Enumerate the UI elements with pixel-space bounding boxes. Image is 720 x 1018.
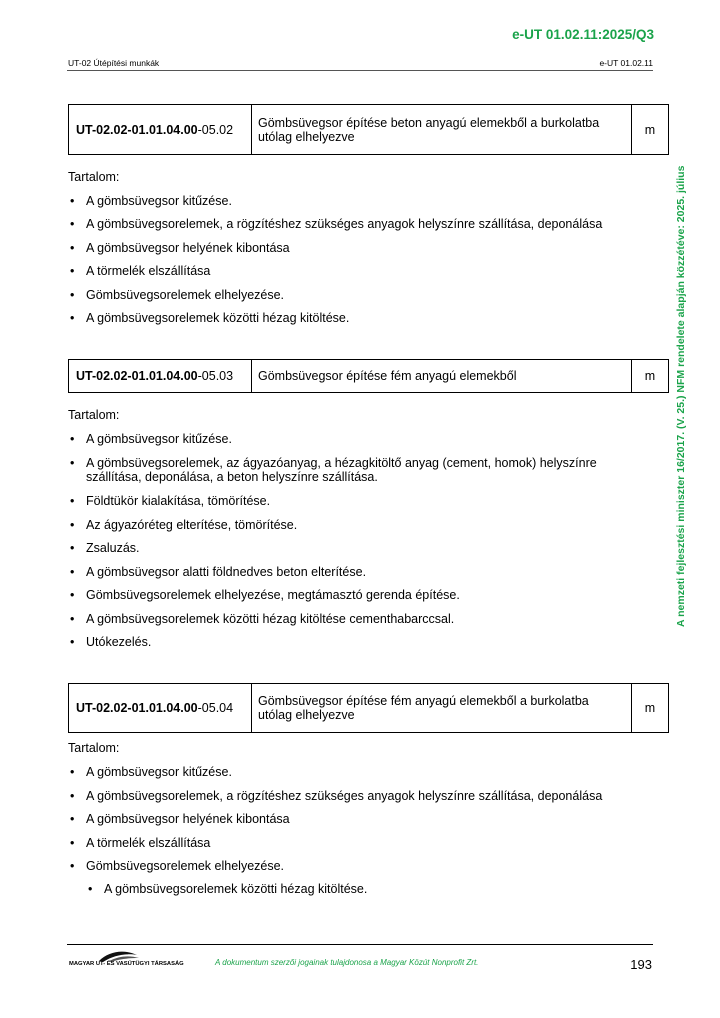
bullet-icon: • [70,217,75,231]
content-label: Tartalom: [68,170,120,184]
document-code: e-UT 01.02.11:2025/Q3 [512,27,654,42]
bullet-icon: • [70,456,75,470]
list-item: • Földtükör kialakítása, tömörítése. [70,494,271,508]
item-code-suffix: -05.02 [197,122,234,137]
item-description: Gömbsüvegsor építése fém anyagú elemekből [252,360,632,392]
bullet-icon: • [70,241,75,255]
header-doc-id: e-UT 01.02.11 [599,58,653,68]
bullet-icon: • [70,765,75,779]
item-table-05-03 [68,359,669,393]
list-item: • A gömbsüvegsorelemek, az ágyazóanyag, a hézagkitöltő anyag (cement, homok) helyszínre szállítása, deponálása, a beton helyszínre szállítása. [70,456,597,484]
list-item: • A gömbsüvegsor kitűzése. [70,194,232,208]
bullet-icon: • [70,565,75,579]
item-code-main: UT-02.02-01.01.04.00 [76,701,198,715]
list-item: • A gömbsüvegsor helyének kibontása [70,241,290,255]
bullet-icon: • [70,194,75,208]
item-unit: m [644,701,656,715]
list-item: • A gömbsüvegsor kitűzése. [70,432,232,446]
bullet-icon: • [70,859,75,873]
item-table-05-04 [68,683,669,733]
bullet-icon: • [70,518,75,532]
bullet-icon: • [70,432,75,446]
item-description: Gömbsüvegsor építése beton anyagú elemekből a burkolatba utólag elhelyezve [252,105,632,154]
list-item: • A gömbsüvegsorelemek, a rögzítéshez szükséges anyagok helyszínre szállítása, deponálása [70,217,603,231]
bullet-icon: • [70,588,75,602]
item-code [69,684,252,732]
item-unit: m [644,122,656,137]
list-item: • Zsaluzás. [70,541,140,555]
bullet-icon: • [70,812,75,826]
item-code [69,360,252,392]
list-item: • A gömbsüvegsorelemek közötti hézag kitöltése. [88,882,368,896]
bullet-icon: • [70,541,75,555]
item-code [69,105,252,154]
bullet-icon: • [88,882,93,896]
list-item: • Az ágyazóréteg elterítése, tömörítése. [70,518,298,532]
bullet-icon: • [70,288,75,302]
bullet-icon: • [70,635,75,649]
header-chapter: UT-02 Útépítési munkák [68,58,160,68]
bullet-icon: • [70,494,75,508]
list-item: • Gömbsüvegsorelemek elhelyezése, megtámasztó gerenda építése. [70,588,460,602]
item-description: Gömbsüvegsor építése fém anyagú elemekből a burkolatba utólag elhelyezve [252,684,632,732]
bullet-icon: • [70,789,75,803]
list-item: • A törmelék elszállítása [70,264,211,278]
copyright-notice: A dokumentum szerzői jogainak tulajdonosa a Magyar Közút Nonprofit Zrt. [215,958,479,967]
item-code-suffix: -05.04 [197,701,234,715]
bullet-icon: • [70,836,75,850]
list-item: • Gömbsüvegsorelemek elhelyezése. [70,288,285,302]
list-item: • A gömbsüvegsorelemek közötti hézag kitöltése. [70,311,350,325]
item-table-05-02 [68,104,669,155]
list-item: • A gömbsüvegsor alatti földnedves beton elterítése. [70,565,367,579]
bullet-icon: • [70,311,75,325]
list-item: • A törmelék elszállítása [70,836,211,850]
item-unit: m [644,369,656,383]
content-label: Tartalom: [68,408,120,422]
header-rule [67,70,653,71]
bullet-icon: • [70,264,75,278]
list-item: • A gömbsüvegsorelemek, a rögzítéshez szükséges anyagok helyszínre szállítása, deponálása [70,789,603,803]
item-code-main: UT-02.02-01.01.04.00 [76,122,198,137]
page-number: 193 [630,957,652,972]
list-item: • A gömbsüvegsor helyének kibontása [70,812,290,826]
association-logo-icon [69,949,164,971]
footer-rule [67,944,653,945]
content-label: Tartalom: [68,741,120,755]
item-code-main: UT-02.02-01.01.04.00 [76,369,198,383]
list-item: • A gömbsüvegsor kitűzése. [70,765,232,779]
list-item: • Gömbsüvegsorelemek elhelyezése. [70,859,285,873]
side-publication-note: A nemzeti fejlesztési miniszter 16/2017. (V. 25.) NFM rendelete alapján közzétéve: 2025. július [675,165,687,627]
list-item: • A gömbsüvegsorelemek közötti hézag kitöltése cementhabarccsal. [70,612,455,626]
item-code-suffix: -05.03 [197,369,234,383]
logo-text: MAGYAR UT- ÉS VASÚTÜGYI TÁRSASÁG [69,961,184,967]
list-item: • Utókezelés. [70,635,152,649]
bullet-icon: • [70,612,75,626]
